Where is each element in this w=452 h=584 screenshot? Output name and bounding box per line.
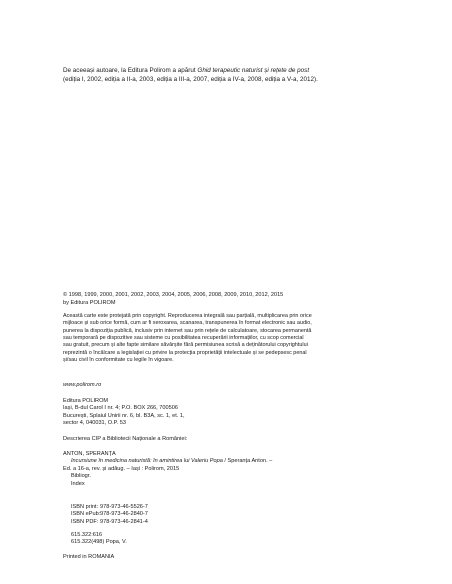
publisher-address xyxy=(63,398,403,428)
other-works-line-1: De aceeași autoare, la Editura Polirom a apărut Ghid terapeutic naturist și rețete de post xyxy=(63,67,310,74)
copyright-notice xyxy=(63,313,403,364)
notice-line: reprezintă o încălcare a legislației cu privire la protecția proprietății intelectuale și se pedepsesc penal xyxy=(63,349,307,356)
publisher-iasi-address: Iași, B-dul Carol I nr. 4; P.O. BOX 266, 700506 xyxy=(63,405,178,412)
isbn-row: ISBN print: 978-973-46-5526-7 xyxy=(71,504,148,510)
other-work-title: Ghid terapeutic naturist și rețete de post xyxy=(197,67,310,74)
cip-edition: Ed. a 16-a, rev. și adăug. – Iași : Polirom, 2015 xyxy=(63,465,180,472)
publisher-bucharest-address: București, Splaiul Unirii nr. 6, bl. B3A, sc. 1, et. 1, xyxy=(63,412,185,419)
copyright-years: © 1998, 1999, 2000, 2001, 2002, 2003, 2004, 2005, 2006, 2008, 2009, 2010, 2012, 2015 xyxy=(63,292,284,298)
isbn-list xyxy=(63,504,411,526)
classification-code: 615.322(498) Popa, V. xyxy=(71,539,127,546)
classification-code: 615.322:616 xyxy=(71,532,103,538)
notice-line: și/sau civil în conformitate cu legile în vigoare. xyxy=(63,357,174,364)
copyright-block xyxy=(63,292,403,307)
notice-line: Această carte este protejată prin copyright. Reproducerea integrală sau parțială, multiplicarea prin orice xyxy=(63,313,312,319)
cip-index: Index xyxy=(71,480,85,487)
publisher-name: Editura POLIROM xyxy=(63,398,109,404)
cip-title-line: Incursiune în medicina naturistă: în amintirea lui Valeriu Popa / Speranța Anton. – xyxy=(71,458,273,465)
other-works-note xyxy=(63,66,403,84)
classification-codes xyxy=(63,532,411,547)
copyright-holder: by Editura POLIROM xyxy=(63,299,116,306)
cip-author: ANTON, SPERANȚA xyxy=(63,451,116,457)
cip-heading: Descrierea CIP a Bibliotecii Naționale a României: xyxy=(63,436,188,442)
cip-bibliography: Bibliogr. xyxy=(71,473,91,480)
publisher-sector: sector 4, 040031, O.P. 53 xyxy=(63,420,127,427)
printed-in: Printed in ROMANIA xyxy=(63,554,115,560)
notice-line: sau temporară pe dispozitive sau sisteme cu posibilitatea recuperării informațiilor, cu scop comercial xyxy=(63,335,304,342)
isbn-row: ISBN ePub:978-973-46-2840-7 xyxy=(71,511,148,518)
cip-record xyxy=(63,451,403,488)
publisher-website: www.polirom.ro xyxy=(63,382,102,388)
notice-line: sau gratuit, precum și alte fapte similare săvârșite fără permisiunea scrisă a deținătorului copyrightului xyxy=(63,342,308,349)
other-works-editions: (ediția I, 2002, ediția a II-a, 2003, ediția a III-a, 2007, ediția a IV-a, 2008, ediția a V-a, 2012). xyxy=(63,76,318,83)
cip-book-title: Incursiune în medicina naturistă: în amintirea lui Valeriu Popa xyxy=(71,458,223,465)
isbn-row: ISBN PDF: 978-973-46-2841-4 xyxy=(71,518,148,525)
notice-line: punerea la dispoziția publică, inclusiv prin internet sau prin rețele de calculatoare, stocarea permanentă xyxy=(63,327,312,334)
notice-line: mijloace și sub orice formă, cum ar fi xeroxarea, scanarea, transpunerea în format electronic sau audio, xyxy=(63,320,312,327)
